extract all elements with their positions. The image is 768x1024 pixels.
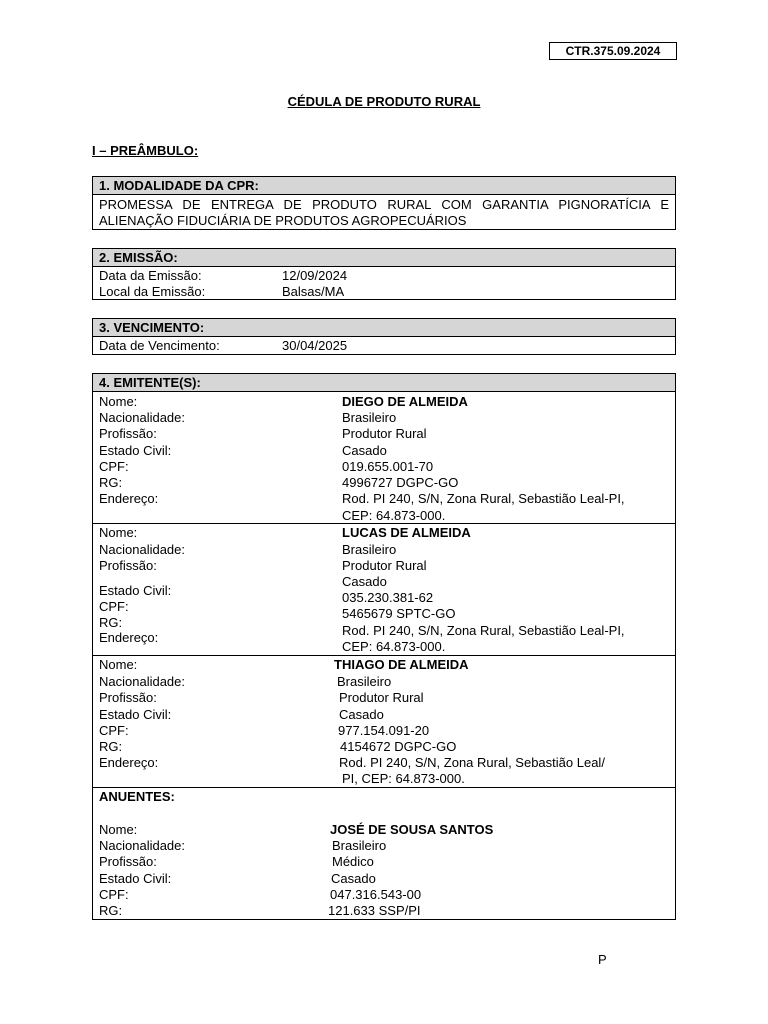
emitente-profissao: Produtor Rural [342,558,427,573]
emitente-profissao: Produtor Rural [339,690,424,705]
anuente-cpf: 047.316.543-00 [330,887,422,902]
emitente-nacionalidade: Brasileiro [342,410,397,425]
emitente-block [92,655,676,788]
anuente-rg: 121.633 SSP/PI [328,903,421,918]
emitentes-heading: 4. EMITENTE(S): [93,374,675,391]
label-nacionalidade: Nacionalidade: [99,838,186,853]
document-title: CÉDULA DE PRODUTO RURAL [287,94,481,109]
emissao-date-label: Data da Emissão: [99,268,202,283]
label-profissao: Profissão: [99,854,157,869]
emitente-estado-civil: Casado [339,707,384,722]
emitente-nacionalidade: Brasileiro [342,542,397,557]
emitente-estado-civil: Casado [342,574,387,589]
label-cpf: CPF: [99,723,129,738]
emitente-cpf: 019.655.001-70 [342,459,434,474]
emitente-block [92,391,676,524]
label-endereco: Endereço: [99,755,159,770]
anuente-estado-civil: Casado [331,871,376,886]
label-endereco: Endereço: [99,630,159,645]
label-profissao: Profissão: [99,690,157,705]
emitente-endereco-line1: Rod. PI 240, S/N, Zona Rural, Sebastião Leal/ [339,755,605,770]
emitente-cpf: 035.230.381-62 [342,590,434,605]
anuente-profissao: Médico [332,854,374,869]
label-nacionalidade: Nacionalidade: [99,542,186,557]
emitentes-heading-box [92,373,676,392]
emitente-cpf: 977.154.091-20 [338,723,430,738]
label-rg: RG: [99,475,123,490]
label-endereco: Endereço: [99,491,159,506]
label-rg: RG: [99,903,123,918]
emissao-place-value: Balsas/MA [282,284,345,299]
vencimento-value: 30/04/2025 [282,338,348,353]
modalidade-text-line2: ALIENAÇÃO FIDUCIÁRIA DE PRODUTOS AGROPECUÁRIOS [99,213,467,228]
emitente-block [92,523,676,656]
vencimento-heading: 3. VENCIMENTO: [93,319,675,337]
anuentes-block [92,787,676,920]
emitente-nome: THIAGO DE ALMEIDA [334,657,469,672]
vencimento-box [92,318,676,355]
label-profissao: Profissão: [99,558,157,573]
emissao-heading: 2. EMISSÃO: [93,249,675,267]
emitente-nome: LUCAS DE ALMEIDA [342,525,471,540]
label-cpf: CPF: [99,459,129,474]
emissao-date-value: 12/09/2024 [282,268,348,283]
label-cpf: CPF: [99,887,129,902]
label-profissao: Profissão: [99,426,157,441]
modalidade-text-line1: PROMESSA DE ENTREGA DE PRODUTO RURAL COM GARANTIA PIGNORATÍCIA E [99,197,669,212]
emitente-endereco-line1: Rod. PI 240, S/N, Zona Rural, Sebastião Leal-PI, [342,623,625,638]
emitente-rg: 4996727 DGPC-GO [342,475,459,490]
vencimento-label: Data de Vencimento: [99,338,220,353]
emitente-endereco-line2: PI, CEP: 64.873-000. [342,771,465,786]
emitente-rg: 5465679 SPTC-GO [342,606,456,621]
emissao-place-label: Local da Emissão: [99,284,206,299]
emitente-profissao: Produtor Rural [342,426,427,441]
preamble-heading: I – PREÂMBULO: [92,143,199,158]
label-nacionalidade: Nacionalidade: [99,410,186,425]
anuentes-heading: ANUENTES: [99,789,175,804]
page-footer-mark: P [598,952,607,967]
label-estado-civil: Estado Civil: [99,583,172,598]
label-nome: Nome: [99,525,138,540]
label-nome: Nome: [99,822,138,837]
emitente-estado-civil: Casado [342,443,387,458]
emitente-endereco-line1: Rod. PI 240, S/N, Zona Rural, Sebastião Leal-PI, [342,491,625,506]
emitente-rg: 4154672 DGPC-GO [340,739,457,754]
label-rg: RG: [99,615,123,630]
emissao-box [92,248,676,300]
emitente-nome: DIEGO DE ALMEIDA [342,394,468,409]
emitente-endereco-line2: CEP: 64.873-000. [342,639,446,654]
emitente-endereco-line2: CEP: 64.873-000. [342,508,446,523]
label-nome: Nome: [99,657,138,672]
label-rg: RG: [99,739,123,754]
anuente-nacionalidade: Brasileiro [332,838,387,853]
document-code: CTR.375.09.2024 [549,42,677,60]
anuente-nome: JOSÉ DE SOUSA SANTOS [330,822,494,837]
label-estado-civil: Estado Civil: [99,443,172,458]
label-nome: Nome: [99,394,138,409]
emitente-nacionalidade: Brasileiro [337,674,392,689]
label-nacionalidade: Nacionalidade: [99,674,186,689]
modalidade-heading: 1. MODALIDADE DA CPR: [93,177,675,195]
modalidade-box [92,176,676,230]
label-cpf: CPF: [99,599,129,614]
label-estado-civil: Estado Civil: [99,707,172,722]
label-estado-civil: Estado Civil: [99,871,172,886]
